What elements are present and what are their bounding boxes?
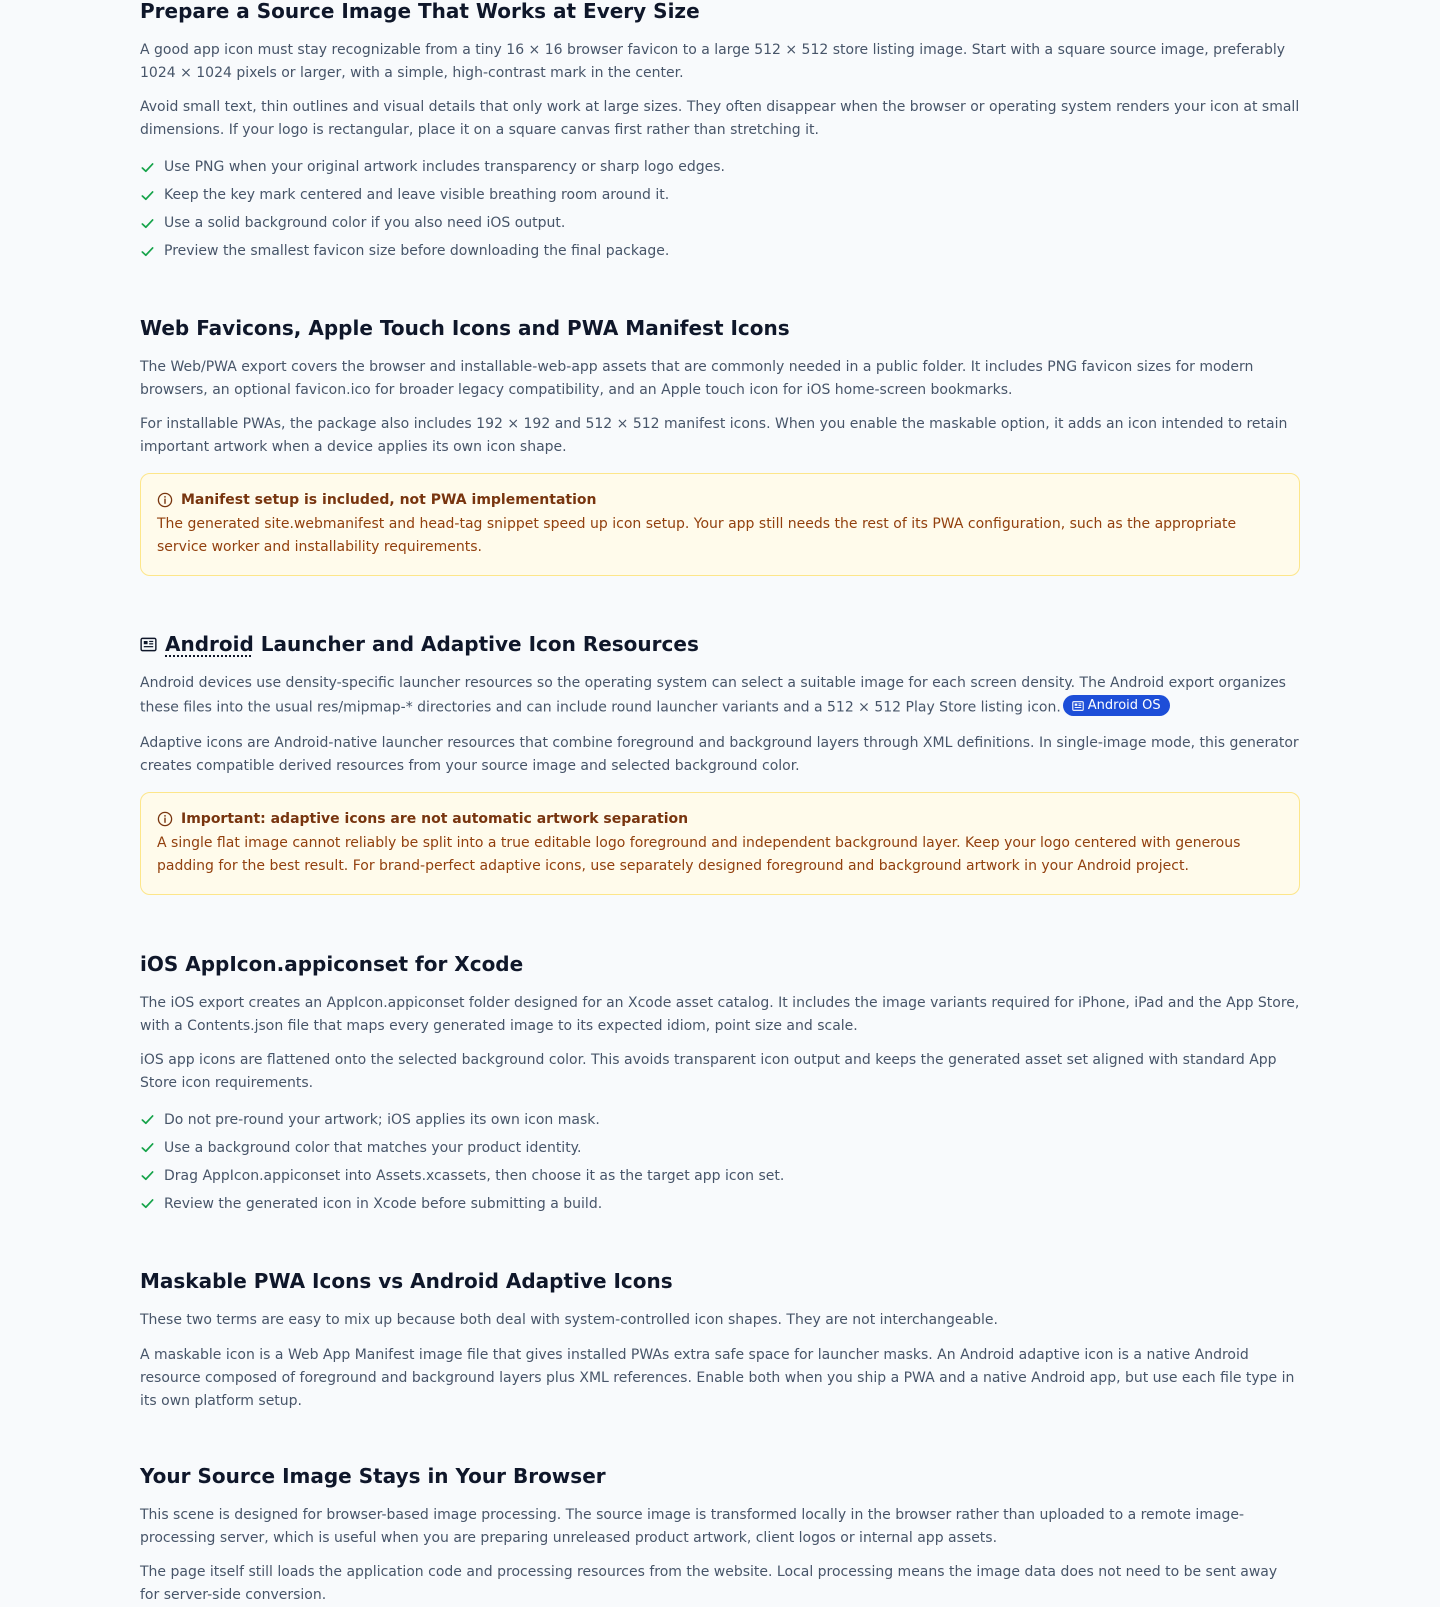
paragraph: These two terms are easy to mix up because both deal with system-controlled icon shapes. They are not interchangeable. [140, 1311, 998, 1328]
ios-section [140, 946, 1300, 1218]
check-icon [140, 1190, 164, 1218]
list-item-text: Use PNG when your original artwork includes transparency or sharp logo edges. [164, 159, 725, 175]
check-icon [140, 1134, 164, 1162]
paragraph-text: Android devices use density-specific launcher resources so the operating system can select a suitable image for each screen density. The Android export organizes these files into the usual res/mipmap-* directories and can include round launcher variants and a 512 × 512 Play Store listing icon. [140, 675, 1286, 716]
list-item [140, 181, 1300, 209]
info-circle-icon [157, 492, 181, 508]
check-icon [140, 209, 164, 237]
newspaper-icon [140, 636, 165, 653]
web-favicons-section [140, 310, 1300, 576]
section-title-text: Launcher and Adaptive Icon Resources [253, 632, 699, 656]
android-os-badge[interactable] [1063, 695, 1170, 716]
section-title: Maskable PWA Icons vs Android Adaptive Icons [140, 1268, 673, 1293]
notice-body: The generated site.webmanifest and head-tag snippet speed up icon setup. Your app still needs the rest of its PWA configuration, such as the appropriate service worker and installability requirements. [157, 516, 1237, 555]
paragraph: Adaptive icons are Android-native launcher resources that combine foreground and background layers through XML definitions. In single-image mode, this generator creates compatible derived resources from your source image and selected background color. [140, 734, 1299, 774]
list-item-text: Keep the key mark centered and leave visible breathing room around it. [164, 187, 670, 203]
info-circle-icon [157, 811, 181, 827]
newspaper-icon [1072, 700, 1084, 712]
list-item [140, 209, 1300, 237]
notice-title-text: Important: adaptive icons are not automatic artwork separation [181, 810, 689, 827]
android-section [140, 626, 1300, 895]
section-title: Prepare a Source Image That Works at Every Size [140, 0, 700, 23]
article-content [140, 0, 1300, 1607]
list-item-text: Preview the smallest favicon size before downloading the final package. [164, 243, 670, 259]
badge-label: Android OS [1087, 698, 1161, 713]
check-icon [140, 153, 164, 181]
paragraph: Avoid small text, thin outlines and visual details that only work at large sizes. They often disappear when the browser or operating system renders your icon at small dimensions. If your logo is rectangular, place it on a square canvas first rather than stretching it. [140, 99, 1300, 138]
paragraph: iOS app icons are flattened onto the selected background color. This avoids transparent icon output and keeps the generated asset set aligned with standard App Store icon requirements. [140, 1051, 1277, 1091]
checklist [140, 153, 1300, 265]
paragraph [140, 672, 1300, 720]
source-image-section [140, 0, 1300, 265]
list-item [140, 1162, 1300, 1190]
notice-body: A single flat image cannot reliably be split into a true editable logo foreground and independent background layer. Keep your logo centered with generous padding for the best result. For brand-perfect adaptive icons, use separately designed foreground and background artwork in your Android project. [157, 834, 1241, 874]
list-item [140, 237, 1300, 265]
list-item-text: Drag AppIcon.appiconset into Assets.xcassets, then choose it as the target app icon set. [164, 1167, 785, 1184]
section-title [140, 626, 1300, 662]
section-title: Web Favicons, Apple Touch Icons and PWA Manifest Icons [140, 316, 790, 340]
maskable-section [140, 1263, 1300, 1413]
paragraph: The iOS export creates an AppIcon.appiconset folder designed for an Xcode asset catalog. It includes the image variants required for iPhone, iPad and the App Store, with a Contents.json file that maps every generated image to its expected idiom, point size and scale. [140, 994, 1300, 1034]
list-item [140, 1134, 1300, 1162]
paragraph: A maskable icon is a Web App Manifest image file that gives installed PWAs extra safe space for launcher masks. An Android adaptive icon is a native Android resource composed of foreground and background layers plus XML references. Enable both when you ship a PWA and a native Android app, but use each file type in its own platform setup. [140, 1346, 1295, 1409]
check-icon [140, 1162, 164, 1190]
notice-title [157, 488, 1283, 512]
notice-box [140, 473, 1300, 576]
list-item [140, 1106, 1300, 1134]
list-item-text: Use a background color that matches your product identity. [164, 1139, 582, 1156]
check-icon [140, 181, 164, 209]
check-icon [140, 237, 164, 265]
paragraph: The page itself still loads the application code and processing resources from the website. Local processing means the image data does not need to be sent away for server-side conversion. [140, 1563, 1278, 1603]
paragraph: For installable PWAs, the package also includes 192 × 192 and 512 × 512 manifest icons. When you enable the maskable option, it adds an icon intended to retain important artwork when a device applies its own icon shape. [140, 416, 1288, 455]
privacy-section [140, 1458, 1300, 1607]
notice-title-text: Manifest setup is included, not PWA implementation [181, 492, 597, 508]
notice-title [157, 807, 1283, 831]
section-title: Your Source Image Stays in Your Browser [140, 1463, 606, 1488]
paragraph: This scene is designed for browser-based image processing. The source image is transformed locally in the browser rather than uploaded to a remote image-processing server, which is useful when you are preparing unreleased product artwork, client logos or internal app assets. [140, 1506, 1245, 1546]
list-item-text: Use a solid background color if you also need iOS output. [164, 215, 566, 231]
list-item [140, 1190, 1300, 1218]
list-item [140, 153, 1300, 181]
paragraph: A good app icon must stay recognizable from a tiny 16 × 16 browser favicon to a large 512 × 512 store listing image. Start with a square source image, preferably 1024 × 1024 pixels or larger, with a simple, high-contrast mark in the center. [140, 42, 1286, 81]
checklist [140, 1106, 1300, 1218]
android-term-tooltip[interactable]: Android [165, 632, 254, 656]
list-item-text: Do not pre-round your artwork; iOS applies its own icon mask. [164, 1111, 600, 1128]
notice-box [140, 792, 1300, 895]
check-icon [140, 1106, 164, 1134]
section-title: iOS AppIcon.appiconset for Xcode [140, 951, 524, 976]
list-item-text: Review the generated icon in Xcode before submitting a build. [164, 1195, 603, 1212]
paragraph: The Web/PWA export covers the browser and installable-web-app assets that are commonly needed in a public folder. It includes PNG favicon sizes for modern browsers, an optional favicon.ico for broader legacy compatibility, and an Apple touch icon for iOS home-screen bookmarks. [140, 359, 1254, 398]
